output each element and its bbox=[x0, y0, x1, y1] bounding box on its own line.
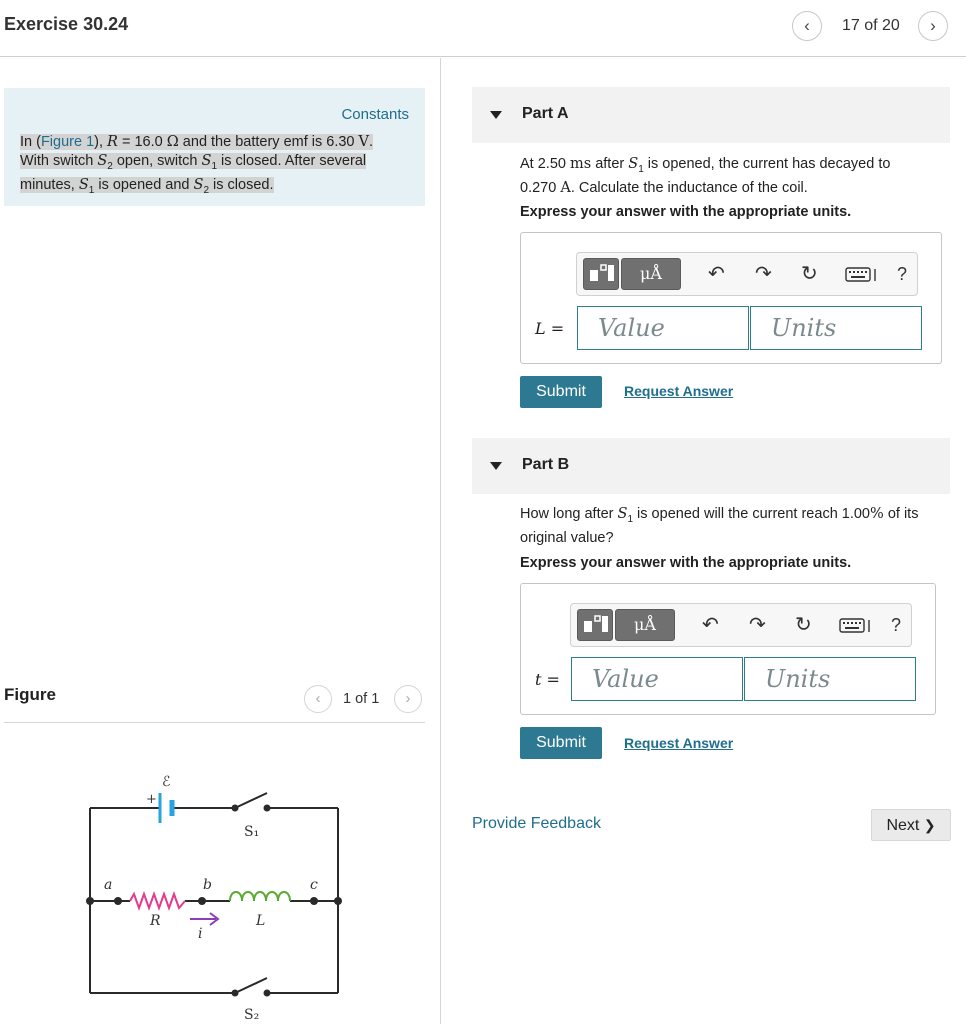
part-a-instruction: Express your answer with the appropriate units. bbox=[520, 204, 852, 220]
reset-icon[interactable]: ↻ bbox=[795, 614, 812, 636]
redo-icon[interactable]: ↷ bbox=[755, 263, 772, 285]
part-a-question: At 2.50 ms after $S_1$ is opened, the current has decayed to 0.270 A. Calculate the inductance of the coil. bbox=[520, 156, 891, 196]
provide-feedback-link[interactable]: Provide Feedback bbox=[472, 815, 601, 832]
chevron-left-icon: ‹ bbox=[804, 16, 810, 35]
undo-icon[interactable]: ↶ bbox=[708, 263, 725, 285]
s1-label: S₁ bbox=[244, 824, 260, 840]
inductor-label: L bbox=[256, 913, 266, 929]
templates-button[interactable] bbox=[577, 609, 613, 641]
math-toolbar bbox=[576, 252, 918, 296]
keyboard-icon[interactable] bbox=[845, 267, 879, 283]
page-count: 17 of 20 bbox=[842, 17, 900, 34]
problem-statement: In (Figure 1), R = 16.0 Ω and the battery emf is 6.30 V. With switch $S_2$ open, switch $S_1$ is closed. After several minutes, $S_1$ is opened and $S_2$ is closed. bbox=[20, 134, 374, 196]
problem-intro bbox=[4, 88, 425, 206]
figure-count: 1 of 1 bbox=[343, 691, 380, 707]
undo-icon[interactable]: ↶ bbox=[702, 614, 719, 636]
part-a-units-input[interactable]: Units bbox=[750, 306, 922, 350]
figure-divider bbox=[4, 722, 425, 723]
resistor-label: R bbox=[150, 913, 161, 929]
keyboard-icon[interactable] bbox=[839, 618, 873, 634]
help-icon[interactable]: ? bbox=[891, 615, 902, 635]
part-b-instruction: Express your answer with the appropriate units. bbox=[520, 555, 852, 571]
next-label: Next bbox=[886, 817, 920, 834]
header bbox=[0, 0, 966, 57]
column-divider bbox=[440, 58, 441, 1024]
part-b-submit-button[interactable]: Submit bbox=[520, 727, 602, 759]
figure-link[interactable]: Figure 1 bbox=[40, 134, 95, 150]
templates-icon bbox=[578, 610, 614, 640]
part-b-value-input[interactable]: Value bbox=[571, 657, 743, 701]
constants-link[interactable]: Constants bbox=[341, 106, 409, 123]
circuit-diagram bbox=[80, 763, 370, 1023]
current-label: i bbox=[198, 926, 203, 942]
battery-icon bbox=[160, 793, 172, 823]
part-a-variable-label: L = bbox=[535, 319, 565, 338]
part-b-answer-box bbox=[520, 583, 936, 715]
chevron-right-icon: ❯ bbox=[923, 817, 936, 833]
part-a-request-answer-link[interactable]: Request Answer bbox=[624, 383, 734, 399]
collapse-triangle-icon[interactable] bbox=[490, 111, 502, 119]
part-b-title: Part B bbox=[522, 456, 570, 473]
part-a-header[interactable] bbox=[472, 87, 950, 143]
help-icon[interactable]: ? bbox=[897, 264, 908, 284]
units-button[interactable]: μÅ bbox=[621, 258, 681, 290]
part-b-request-answer-link[interactable]: Request Answer bbox=[624, 735, 734, 751]
redo-icon[interactable]: ↷ bbox=[749, 614, 766, 636]
chevron-right-icon: › bbox=[405, 690, 411, 707]
collapse-triangle-icon[interactable] bbox=[490, 462, 502, 470]
current-arrow-icon bbox=[190, 913, 218, 925]
reset-icon[interactable]: ↻ bbox=[801, 263, 818, 285]
node-c-label: c bbox=[310, 877, 318, 893]
emf-label: ℰ bbox=[162, 774, 171, 790]
s2-label: S₂ bbox=[244, 1007, 260, 1023]
chevron-right-icon: › bbox=[930, 16, 936, 35]
templates-button[interactable] bbox=[583, 258, 619, 290]
node-b-label: b bbox=[203, 877, 212, 893]
left-panel bbox=[0, 58, 440, 1024]
plus-label: + bbox=[146, 792, 157, 807]
part-a-value-input[interactable]: Value bbox=[577, 306, 749, 350]
part-a-title: Part A bbox=[522, 105, 569, 122]
prev-exercise-button[interactable] bbox=[792, 11, 822, 41]
figure-heading: Figure bbox=[4, 685, 56, 704]
part-b-units-input[interactable]: Units bbox=[744, 657, 916, 701]
chevron-left-icon: ‹ bbox=[315, 690, 321, 707]
templates-icon bbox=[584, 259, 620, 289]
part-a-submit-button[interactable]: Submit bbox=[520, 376, 602, 408]
resistor-icon bbox=[130, 894, 185, 908]
part-b-question: How long after $S_1$ is opened will the current reach 1.00% of its original value? bbox=[520, 506, 919, 546]
part-b-variable-label: t = bbox=[535, 670, 560, 689]
inductor-icon bbox=[230, 892, 290, 901]
figure-prev-button[interactable] bbox=[304, 685, 332, 713]
exercise-title: Exercise 30.24 bbox=[4, 14, 129, 34]
next-button[interactable] bbox=[871, 809, 951, 841]
part-a-answer-box bbox=[520, 232, 942, 364]
math-toolbar bbox=[570, 603, 912, 647]
units-button[interactable]: μÅ bbox=[615, 609, 675, 641]
node-a-label: a bbox=[104, 877, 113, 893]
part-b-header[interactable] bbox=[472, 438, 950, 494]
next-exercise-button[interactable] bbox=[918, 11, 948, 41]
figure-next-button[interactable] bbox=[394, 685, 422, 713]
